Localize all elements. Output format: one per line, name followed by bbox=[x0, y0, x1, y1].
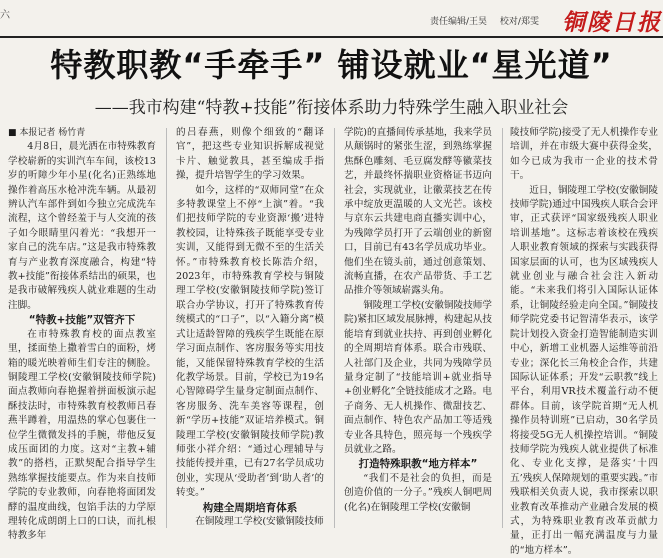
article-column-4 bbox=[510, 126, 658, 556]
article-column-3 bbox=[344, 126, 492, 530]
section-heading: 构建全周期培育体系 bbox=[202, 501, 298, 514]
article-subheadline: ——我市构建“特教+技能”衔接体系助力特殊学生融入职业社会 bbox=[94, 98, 569, 118]
column-divider bbox=[334, 128, 335, 528]
paragraph: 在市特殊教育校的面点教室里，揉面垫上撒着雪白的面粉，烤箱的暖光映着师生们专注的侧脸。铜陵理工学校(安徽铜陵技师学院)面点教师向春艳握着拼面板演示起酥技法时，市特殊教育校教师吕春燕半蹲着，用温热的掌心包裹住一位学生微微发抖的手腕，带他反复成压面团的力度。这对“主教+辅教”的搭档，正默契配合指导学生熟练掌握技能要点。作为来自技师学院的专业教师，向春艳将面团发酵的温度曲线，包馅手法的力学原理转化成朗朗上口的口诀，而扎根特教多年 bbox=[8, 328, 156, 542]
page-number: 六 bbox=[0, 10, 10, 21]
paragraph: 在铜陵理工学校(安徽铜陵技师 bbox=[195, 515, 324, 527]
paragraph: 陵技师学院)接受了无人机操作专业培训，并在市级大赛中获得金奖，如今已成为我市一企业的技术骨干。 bbox=[510, 127, 658, 182]
paragraph: 铜陵理工学校(安徽铜陵技师学院)紧扣区域发展脉搏，构建起从技能培育到就业扶持、再到创业孵化的全周期培育体系。联合市残联、人社部门及企业，共同为残障学员量身定制了“技能培训+就业指导+创业孵化”全链技能成才之路。电子商务、无人机操作、微甜技艺、面点制作、特色农产品加工等适残专业各具特色，照亮每一个残疾学员就业之路。 bbox=[344, 299, 492, 455]
byline: ■ 本报记者 杨竹青 bbox=[8, 128, 86, 138]
section-heading: 打造特殊职教“地方样本” bbox=[358, 458, 478, 471]
page-header bbox=[0, 0, 663, 38]
paragraph: 的吕春燕，则像个细致的“翻译官”，把这些专业知识拆解成视觉卡片、触觉教具，甚至编成手指操，提升培智学生的学习效果。 bbox=[176, 127, 324, 182]
article-column-1 bbox=[8, 126, 156, 542]
paragraph: 学院)的直播间传承基地，我来学员从颠锅时的紧张生涩，到熟练掌握焦酥色雕刻、毛豆腐发酵等徽菜技艺，并最终怀揣职业资格证书迈向社会，实现就业，让徽菜技艺在传承中绽放更温暖的人文光芒。该校与京东云共建电商直播实训中心，为残障学员打开了云端创业的新窗口，目前已有43名学员成功毕业。他们坐在镜头前，通过创意策划、流畅直播，在农产品带货、手工艺品推介等领域崭露头角。 bbox=[344, 127, 492, 297]
newspaper-masthead: 铜陵日报 bbox=[562, 9, 662, 36]
editor-credit: 责任编辑/王昊 bbox=[430, 17, 488, 27]
paragraph: 近日，铜陵理工学校(安徽铜陵技师学院)通过中国残疾人联合会评审，正式获评“国家级残疾人职业培训基地”。这标志着该校在残疾人职业教育领域的探索与实践获得国家层面的认可，也为区域残疾人就业创业与融合社会注入新动能。“未来我们将引入国际认证体系，让铜陵经验走向全国。”铜陵技师学院党委书记智清华表示，该学院计划投入资金打造智能制造实训中心，新增工业机器人运维等前沿专业；深化长三角校企合作，共建国际认证体系；开发“云职教”线上平台，利用VR技术覆盖行动不便群体。目前，该学院首期“无人机操作员特训班”已启动，30名学员将接受5G无人机操控培训。“铜陵技师学院为残疾人就业提供了标准化、专业化支撑，是落实‘十四五’残疾人保障规划的重要实践。”市残联相关负责人说，我市探索以职业教育改革推动产业融合发展的模式，为特殊职业教育改革贡献力量，正打出一幅充满温度与力量的“地方样本”。 bbox=[510, 184, 658, 556]
proofreader-credit: 校对/郑雯 bbox=[499, 17, 539, 27]
paragraph: 如今，这样的“双师同堂”在众多特教课堂上不停“上演”着。“我们把技师学院的专业资源‘搬’进特教校园，让特殊孩子既能享受专业实训，又能得到无微不至的生活关怀。”市特殊教育校长陈浩介绍，2023年，市特殊教育学校与铜陵理工学校(安徽铜陵技师学院)签订联合办学协议，打开了特殊教育传统模式的“口子”，以“入籍分离”模式让适龄智障的残疾学生既能在原学习面点制作、客房服务等实用技能，又能保留特殊教育学校的生活化教学场景。目前，学校已为19名心智障碍学生量身定制面点制作、客房服务、洗车美容等课程，创新“学历+技能”双证培养模式。铜陵理工学校(安徽铜陵技师学院)教师张小祥介绍：“通过心理辅导与技能传授并重，已有27名学员成功创业，实现从‘受助者’到‘助人者’的转变。” bbox=[176, 184, 324, 499]
article-column-2 bbox=[176, 126, 324, 530]
editor-info bbox=[430, 14, 549, 27]
column-divider bbox=[502, 128, 503, 528]
paragraph: “我们不是社会的负担，而是创造价值的一分子。”残疾人铜吧周(化名)在铜陵理工学校(安徽铜 bbox=[344, 472, 492, 513]
article-headline: 特教职教“手牵手” 铺设就业“星光道” bbox=[50, 46, 613, 84]
section-heading: “特教+技能”双管齐下 bbox=[28, 314, 136, 327]
paragraph: 4月8日，晨光洒在市特殊教育学校崭新的实训汽车车间，该校13岁的听障少年小星(化名)正熟练地操作着高压水枪冲洗车辆。从最初辨认汽车部件到如今独立完成洗车流程，这个曾经羞于与人交流的孩子如今眼睛里闪着光：“我想开一家自己的洗车店。”这是我市特殊教育与产业教育深度融合，构建“特教+技能”衔接体系结出的硕果，也是我市破解残疾人就业难题的生动注脚。 bbox=[8, 141, 156, 311]
column-divider bbox=[166, 128, 167, 528]
